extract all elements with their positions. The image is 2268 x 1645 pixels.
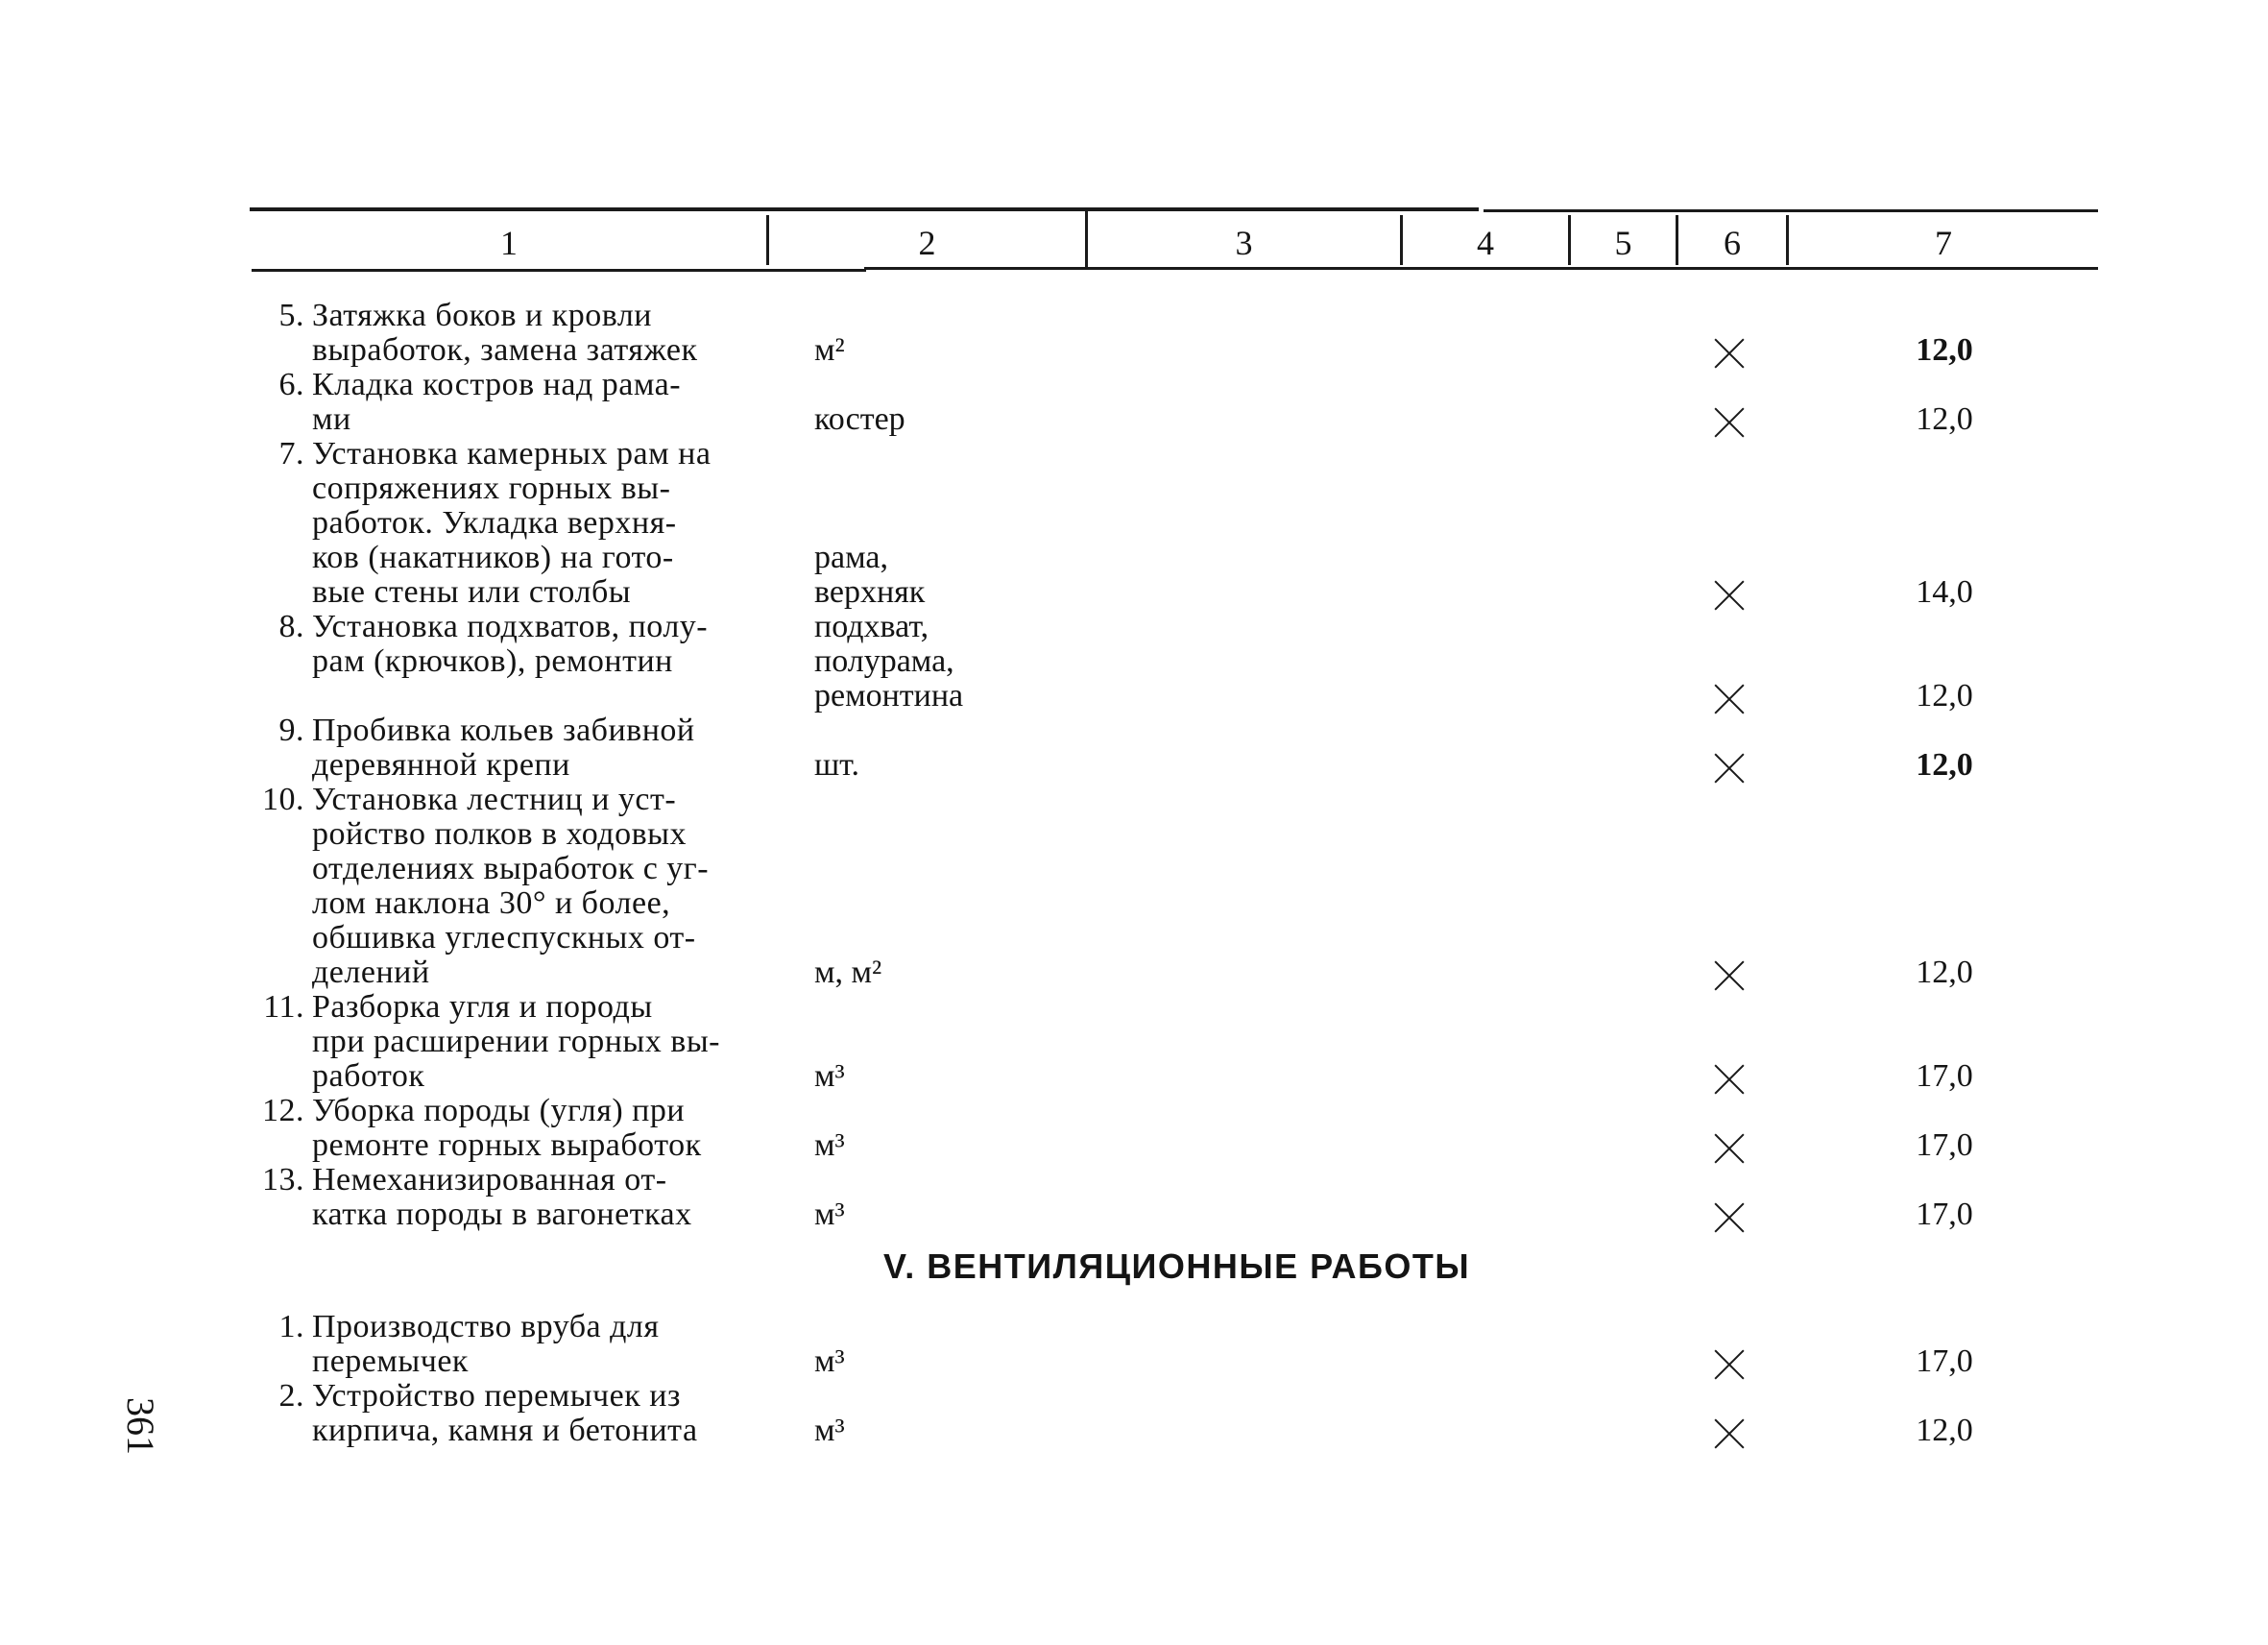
row-number: 11. <box>263 989 304 1025</box>
column-header-6: 6 <box>1724 224 1741 262</box>
row-value: 17,0 <box>1916 1127 1973 1163</box>
column-header-3: 3 <box>1235 224 1253 262</box>
cross-mark <box>1713 683 1746 715</box>
row-value: 17,0 <box>1916 1058 1973 1094</box>
row-number: 1. <box>278 1309 304 1344</box>
header-top-rule-right <box>1484 209 2098 212</box>
row-unit: м² <box>814 332 845 368</box>
row-unit: м³ <box>814 1127 845 1163</box>
row-unit: подхват, полурама, ремонтина <box>814 609 964 714</box>
row-unit: м³ <box>814 1197 845 1232</box>
row-number: 13. <box>262 1162 304 1197</box>
row-description: Установка подхватов, полу- рам (крючков), ремонтин <box>312 609 709 679</box>
row-unit: м³ <box>814 1343 845 1379</box>
row-description: Уборка породы (угля) при ремонте горных выработок <box>312 1093 702 1163</box>
cross-mark <box>1713 406 1746 439</box>
cross-mark <box>1713 1348 1746 1381</box>
cross-mark <box>1713 752 1746 785</box>
row-description: Устройство перемычек из кирпича, камня и бетонита <box>312 1378 698 1448</box>
column-header-7: 7 <box>1935 224 1952 262</box>
row-value: 17,0 <box>1916 1197 1973 1232</box>
row-description: Установка камерных рам на сопряжениях горных вы- работок. Укладка верхня- ков (накатников) на гото- вые стены или столбы <box>312 436 712 610</box>
column-header-4: 4 <box>1477 224 1494 262</box>
row-unit: м³ <box>814 1413 845 1448</box>
row-number: 8. <box>278 609 304 644</box>
row-description: Производство вруба для перемычек <box>312 1309 660 1379</box>
row-number: 5. <box>278 298 304 333</box>
cross-mark <box>1713 959 1746 992</box>
row-value: 12,0 <box>1916 332 1973 368</box>
cross-mark <box>1713 579 1746 612</box>
cross-mark <box>1713 1063 1746 1096</box>
row-description: Установка лестниц и уст- ройство полков в ходовых отделениях выработок с уг- лом наклона 30° и более, обшивка углеспускных от- делений <box>312 782 710 990</box>
row-description: Кладка костров над рама- ми <box>312 367 682 437</box>
row-description: Немеханизированная от- катка породы в вагонетках <box>312 1162 692 1232</box>
row-number: 6. <box>278 367 304 402</box>
row-value: 12,0 <box>1916 401 1973 437</box>
row-description: Затяжка боков и кровли выработок, замена затяжек <box>312 298 698 368</box>
row-unit: шт. <box>814 747 859 783</box>
section-title: V. ВЕНТИЛЯЦИОННЫЕ РАБОТЫ <box>883 1246 1471 1286</box>
row-unit: рама, верхняк <box>814 540 926 610</box>
row-description: Пробивка кольев забивной деревянной крепи <box>312 713 695 783</box>
row-value: 17,0 <box>1916 1343 1973 1379</box>
row-value: 12,0 <box>1916 955 1973 990</box>
column-header-2: 2 <box>918 224 936 262</box>
row-number: 10. <box>262 782 304 817</box>
row-number: 9. <box>278 713 304 748</box>
column-header-1: 1 <box>500 224 518 262</box>
cross-mark <box>1713 337 1746 370</box>
row-unit: м, м² <box>814 955 882 990</box>
cross-mark <box>1713 1201 1746 1234</box>
cross-mark <box>1713 1417 1746 1450</box>
row-number: 2. <box>278 1378 304 1414</box>
row-unit: костер <box>814 401 905 437</box>
row-value: 12,0 <box>1916 1413 1973 1448</box>
header-top-rule-left <box>250 207 1479 211</box>
row-number: 7. <box>278 436 304 472</box>
row-unit: м³ <box>814 1058 845 1094</box>
row-number: 12. <box>262 1093 304 1128</box>
row-value: 12,0 <box>1916 747 1973 783</box>
cross-mark <box>1713 1132 1746 1165</box>
row-value: 14,0 <box>1916 574 1973 610</box>
row-description: Разборка угля и породы при расширении горных вы- работок <box>312 989 720 1094</box>
page-number: 361 <box>119 1397 162 1455</box>
column-header-5: 5 <box>1614 224 1632 262</box>
row-value: 12,0 <box>1916 678 1973 714</box>
